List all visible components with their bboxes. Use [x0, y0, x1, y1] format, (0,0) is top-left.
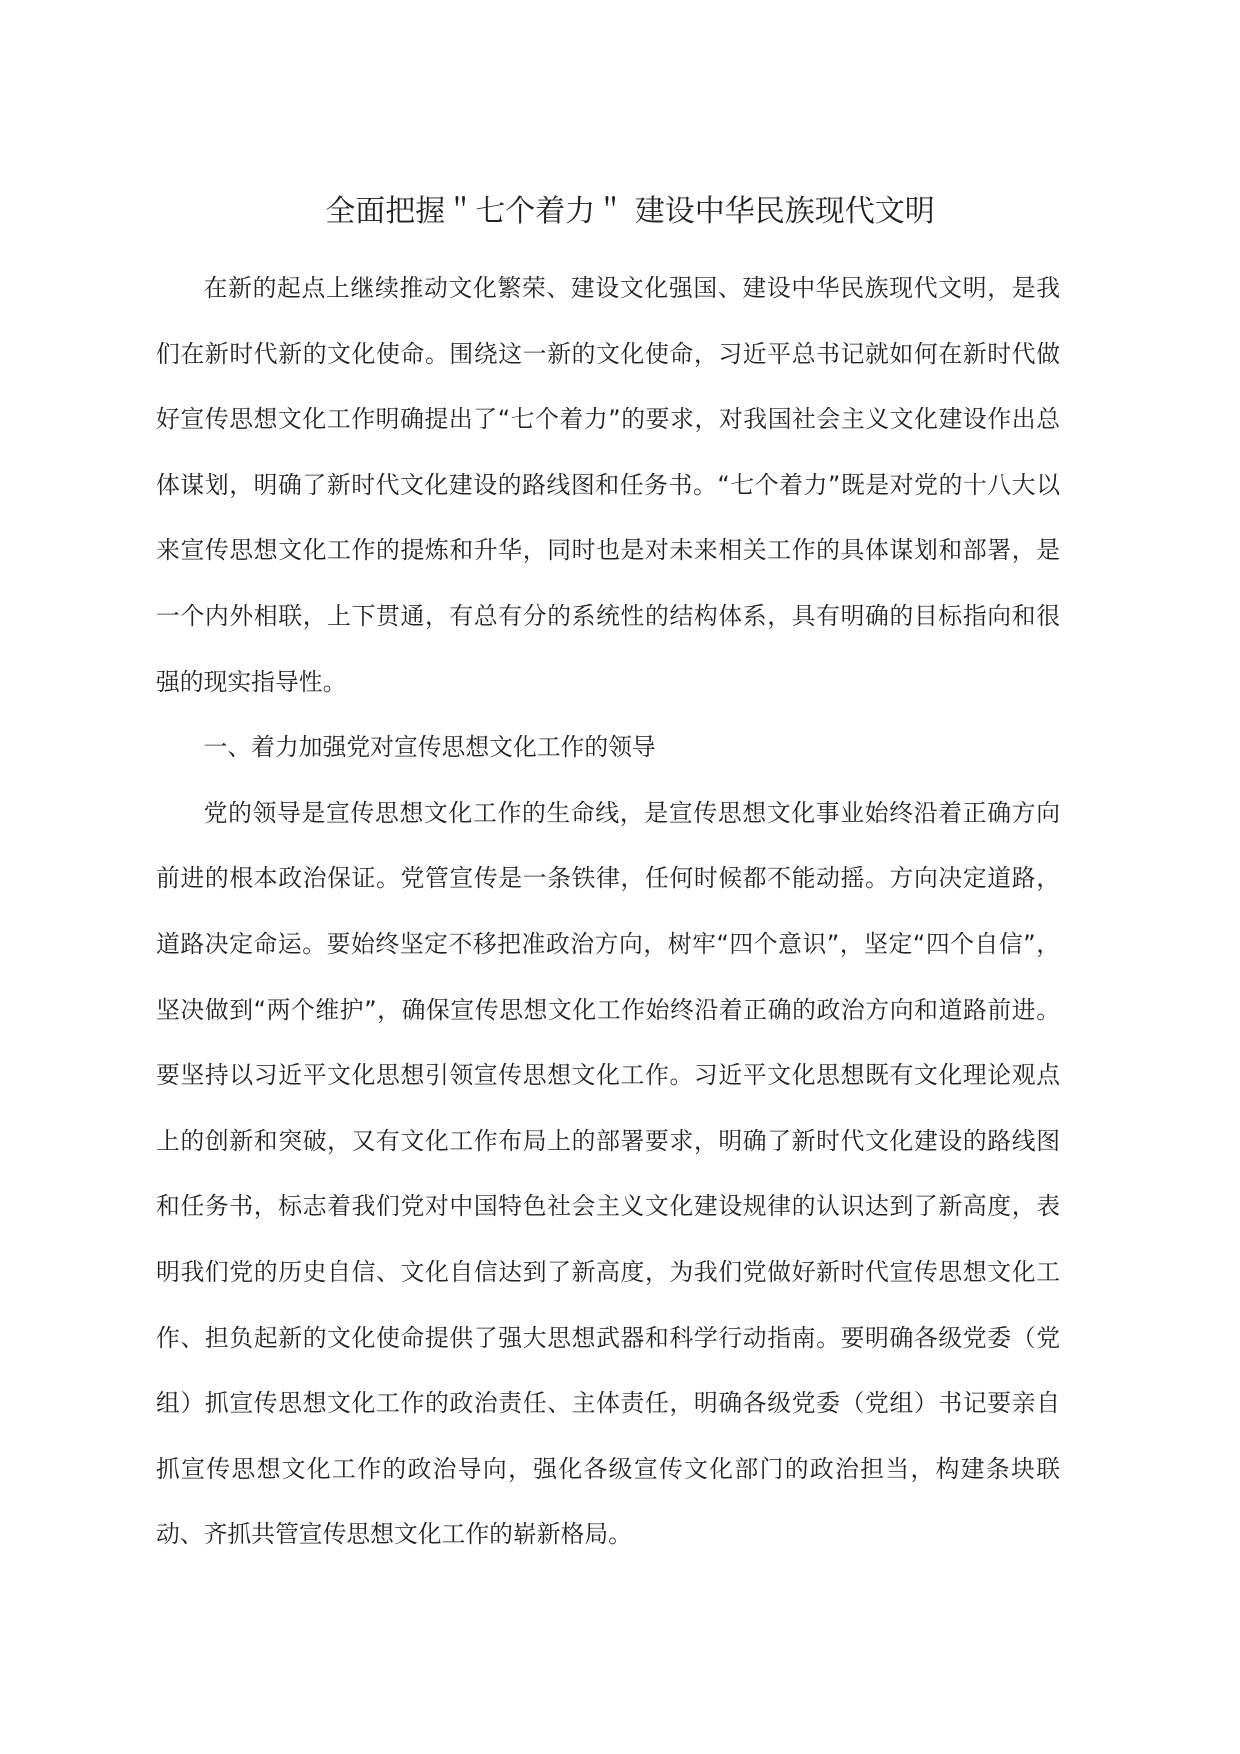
document-body: [156, 256, 1060, 1568]
paragraph-section-1: 党的领导是宣传思想文化工作的生命线，是宣传思想文化事业始终沿着正确方向前进的根本政治保证。党管宣传是一条铁律，任何时候都不能动摇。方向决定道路，道路决定命运。要始终坚定不移把准政治方向，树牢“四个意识”，坚定“四个自信”，坚决做到“两个维护”，确保宣传思想文化工作始终沿着正确的政治方向和道路前进。要坚持以习近平文化思想引领宣传思想文化工作。习近平文化思想既有文化理论观点上的创新和突破，又有文化工作布局上的部署要求，明确了新时代文化建设的路线图和任务书，标志着我们党对中国特色社会主义文化建设规律的认识达到了新高度，表明我们党的历史自信、文化自信达到了新高度，为我们党做好新时代宣传思想文化工作、担负起新的文化使命提供了强大思想武器和科学行动指南。要明确各级党委（党组）抓宣传思想文化工作的政治责任、主体责任，明确各级党委（党组）书记要亲自抓宣传思想文化工作的政治导向，强化各级宣传文化部门的政治担当，构建条块联动、齐抓共管宣传思想文化工作的崭新格局。: [156, 798, 1060, 1549]
paragraph-intro: 在新的起点上继续推动文化繁荣、建设文化强国、建设中华民族现代文明，是我们在新时代新的文化使命。围绕这一新的文化使命，习近平总书记就如何在新时代做好宣传思想文化工作明确提出了“七个着力”的要求，对我国社会主义文化建设作出总体谋划，明确了新时代文化建设的路线图和任务书。“七个着力”既是对党的十八大以来宣传思想文化工作的提炼和升华，同时也是对未来相关工作的具体谋划和部署，是一个内外相联，上下贯通，有总有分的系统性的结构体系，具有明确的目标指向和很强的现实指导性。: [156, 274, 1060, 696]
document-title: 全面把握＂七个着力＂ 建设中华民族现代文明: [325, 194, 935, 229]
section-heading-1: 一、着力加强党对宣传思想文化工作的领导: [203, 733, 656, 762]
